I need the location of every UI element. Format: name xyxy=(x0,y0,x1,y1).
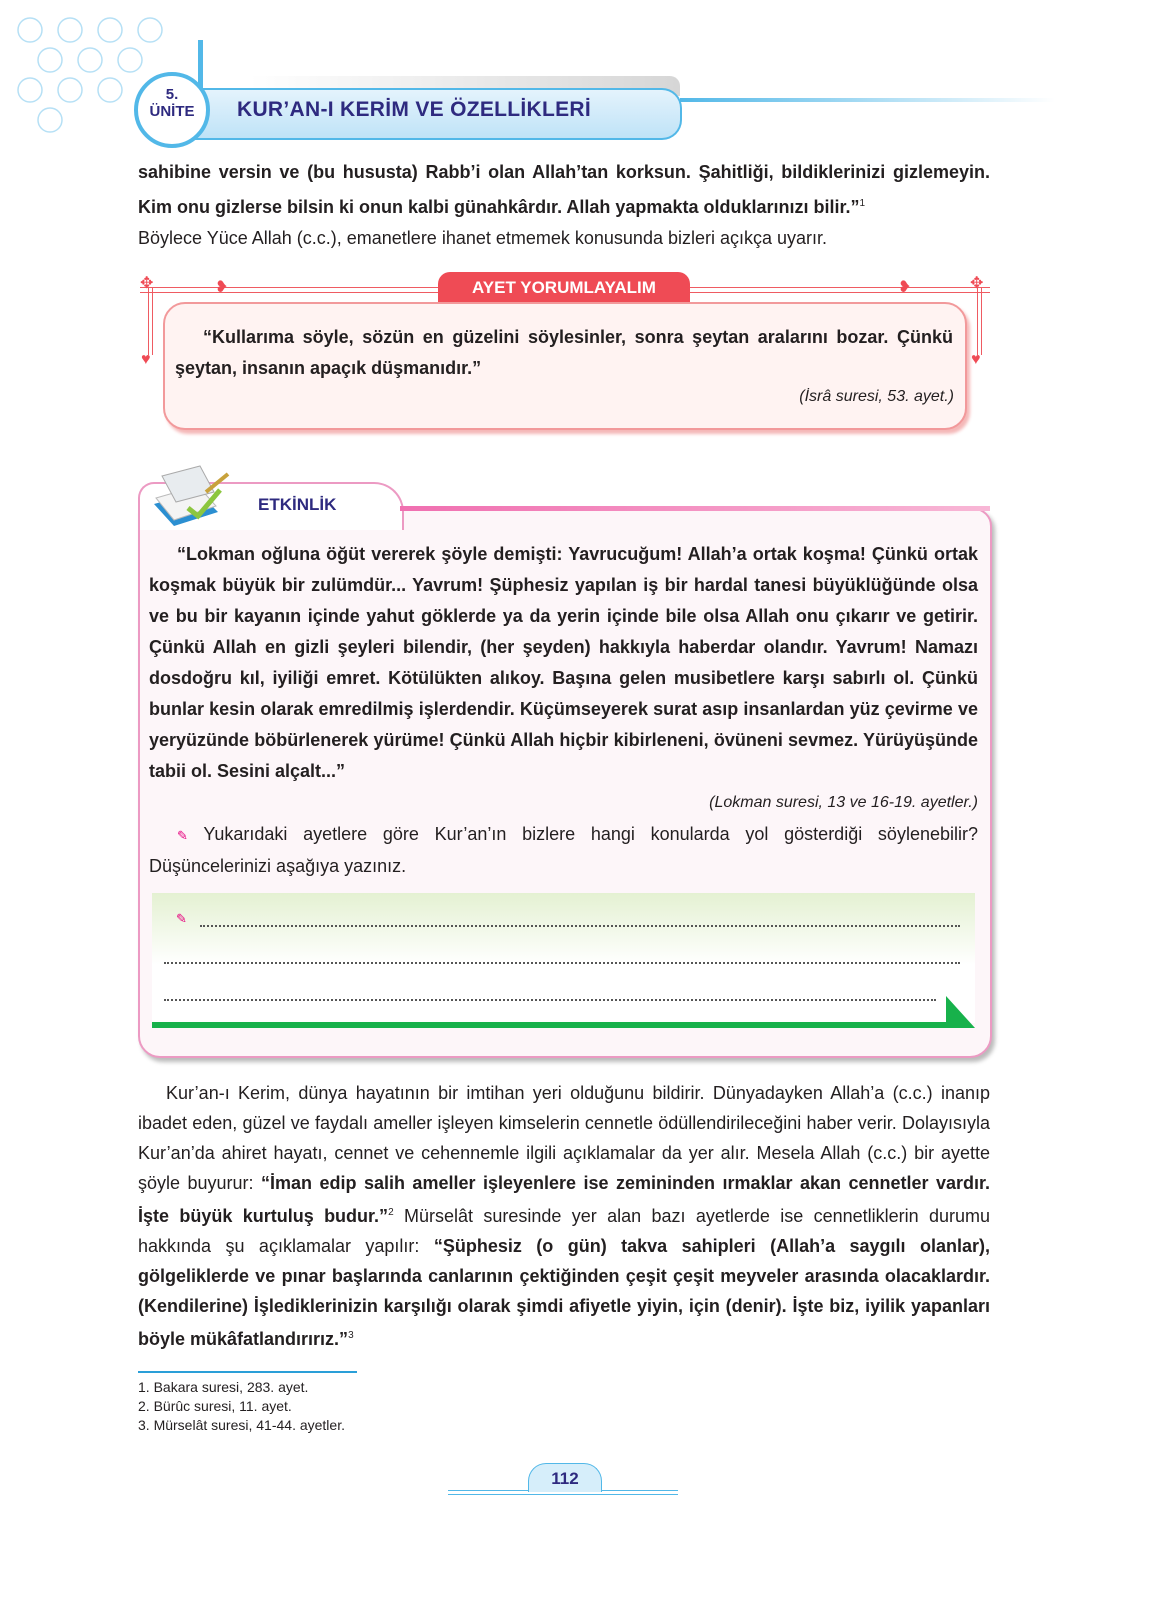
ayet-citation: (İsrâ suresi, 53. ayet.) xyxy=(799,388,954,405)
ornament-icon: ❥ xyxy=(215,279,229,296)
book-pencil-icon xyxy=(148,462,232,528)
unit-badge xyxy=(134,72,210,148)
ornament-icon: ♥ xyxy=(141,351,151,368)
banner-tail xyxy=(680,98,1055,102)
body-quote-1: “İman edip salih ameller işleyenlere ise zemininden ırmaklar akan cennetler vardır. İşte büyük kurtuluş budur.” xyxy=(138,1173,990,1226)
answer-bottom-bar xyxy=(152,1022,948,1028)
unit-label: ÜNİTE xyxy=(149,103,195,120)
question-text: Yukarıdaki ayetlere göre Kur’an’ın bizlere hangi konularda yol gösterdiği söylenebilir? Düşüncelerinizi aşağıya yazınız. xyxy=(149,824,978,876)
answer-line-3[interactable] xyxy=(164,999,936,1001)
ornament-icon: ✥ xyxy=(970,275,984,292)
body-segment: Mürselât suresinde yer alan bazı ayetlerde ise cennetliklerin durumu hakkında şu açıklamalar yapılır: xyxy=(138,1206,990,1256)
answer-line-1[interactable] xyxy=(200,925,960,927)
ornament-icon: ❥ xyxy=(898,279,912,296)
page-number: 112 xyxy=(528,1463,602,1492)
footnote-ref: 1 xyxy=(859,198,866,209)
etkinlik-quote: “Lokman oğluna öğüt vererek şöyle demişti: Yavrucuğum! Allah’a ortak koşma! Çünkü ortak koşmak büyük bir zulümdür... Yavrum! Şüphesiz yapılan iş bir hardal tanesi büyüklüğünde olsa ve bu bir kayanın içinde yahut göklerde ya da yerin içinde bile olsa Allah onu çıkarır ve getirir. Çünkü Allah en gizli şeyleri bilendir, (her şeyden) hakkıyla haberdar olandır. Yavrum! Namazı dosdoğru kıl, iyiliği emret. Kötülükten alıkoy. Başına gelen musibetlere karşı sabırlı ol. Çünkü bunlar kesin olarak emredilmiş işlerdendir. Küçümseyerek surat asıp insanlardan yüz çevirme ve yeryüzünde böbürlenerek yürüme! Çünkü Allah hiçbir kibirleneni, övüneni sevmez. Yürüyüşünde tabii ol. Sesini alçalt...” xyxy=(149,544,978,781)
etkinlik-citation: (Lokman suresi, 13 ve 16-19. ayetler.) xyxy=(709,794,978,811)
footnote: 1. Bakara suresi, 283. ayet. xyxy=(138,1379,309,1395)
pencil-icon: ✎ xyxy=(176,911,187,926)
ayet-frame-left xyxy=(148,287,153,355)
body-paragraph xyxy=(138,1078,990,1354)
ornament-icon: ♥ xyxy=(971,351,981,368)
ayet-frame-right xyxy=(977,287,982,355)
etkinlik-title: ETKİNLİK xyxy=(258,495,337,514)
ornament-icon: ✥ xyxy=(140,275,154,292)
footnote: 2. Bürûc suresi, 11. ayet. xyxy=(138,1398,292,1414)
ayet-badge: AYET YORUMLAYALIM xyxy=(438,272,690,302)
body-quote-2: “Şüphesiz (o gün) takva sahipleri (Allah’a saygılı olanlar), gölgeliklerde ve pınar başlarında canlarının çektiğinden çeşit çeşit meyveler arasında olacaklardır. (Kendilerine) İşlediklerinizin karşılığı olarak şimdi afiyetle yiyin, için (denir). İşte biz, iyilik yapanları böyle mükâfatlandırırız.” xyxy=(138,1236,990,1349)
etkinlik-question xyxy=(149,819,978,882)
footnote-ref: 3 xyxy=(348,1330,354,1341)
intro-quote: sahibine versin ve (bu hususta) Rabb’i olan Allah’tan korksun. Şahitliği, bildiklerinizi gizlemeyin. Kim onu gizlerse bilsin ki onun kalbi günahkârdır. Allah yapmakta olduklarınızı bilir.” xyxy=(138,162,990,217)
answer-line-2[interactable] xyxy=(164,962,960,964)
intro-text: Böylece Yüce Allah (c.c.), emanetlere ihanet etmemek konusunda bizleri açıkça uyarır. xyxy=(138,228,828,248)
body-segment: Kur’an-ı Kerim, dünya hayatının bir imtihan yeri olduğunu bildirir. Dünyadayken Allah’a (c.c.) inanıp ibadet eden, güzel ve faydalı ameller işleyen kimselerin cennetle ödüllendirileceğini haber verir. Dolayısıyla Kur’an’da ahiret hayatı, cennet ve cehennemle ilgili açıklamalar da yer alır. Mesela Allah (c.c.) bir ayette şöyle buyurur: xyxy=(138,1083,990,1193)
footnote-rule xyxy=(138,1371,357,1373)
footnotes xyxy=(138,1378,345,1435)
answer-corner xyxy=(946,996,975,1028)
unit-number: 5. xyxy=(165,86,179,103)
etkinlik-top-line xyxy=(400,506,990,511)
intro-paragraph xyxy=(138,157,990,254)
ayet-quote: “Kullarıma söyle, sözün en güzelini söylesinler, sonra şeytan aralarını bozar. Çünkü şeytan, insanın apaçık düşmanıdır.” xyxy=(175,327,953,378)
footnote: 3. Mürselât suresi, 41-44. ayetler. xyxy=(138,1417,345,1433)
unit-title: KUR’AN-I KERİM VE ÖZELLİKLERİ xyxy=(237,98,592,121)
answer-area[interactable] xyxy=(152,893,975,1023)
pencil-icon: ✎ xyxy=(177,828,188,843)
footnote-ref: 2 xyxy=(388,1207,394,1218)
